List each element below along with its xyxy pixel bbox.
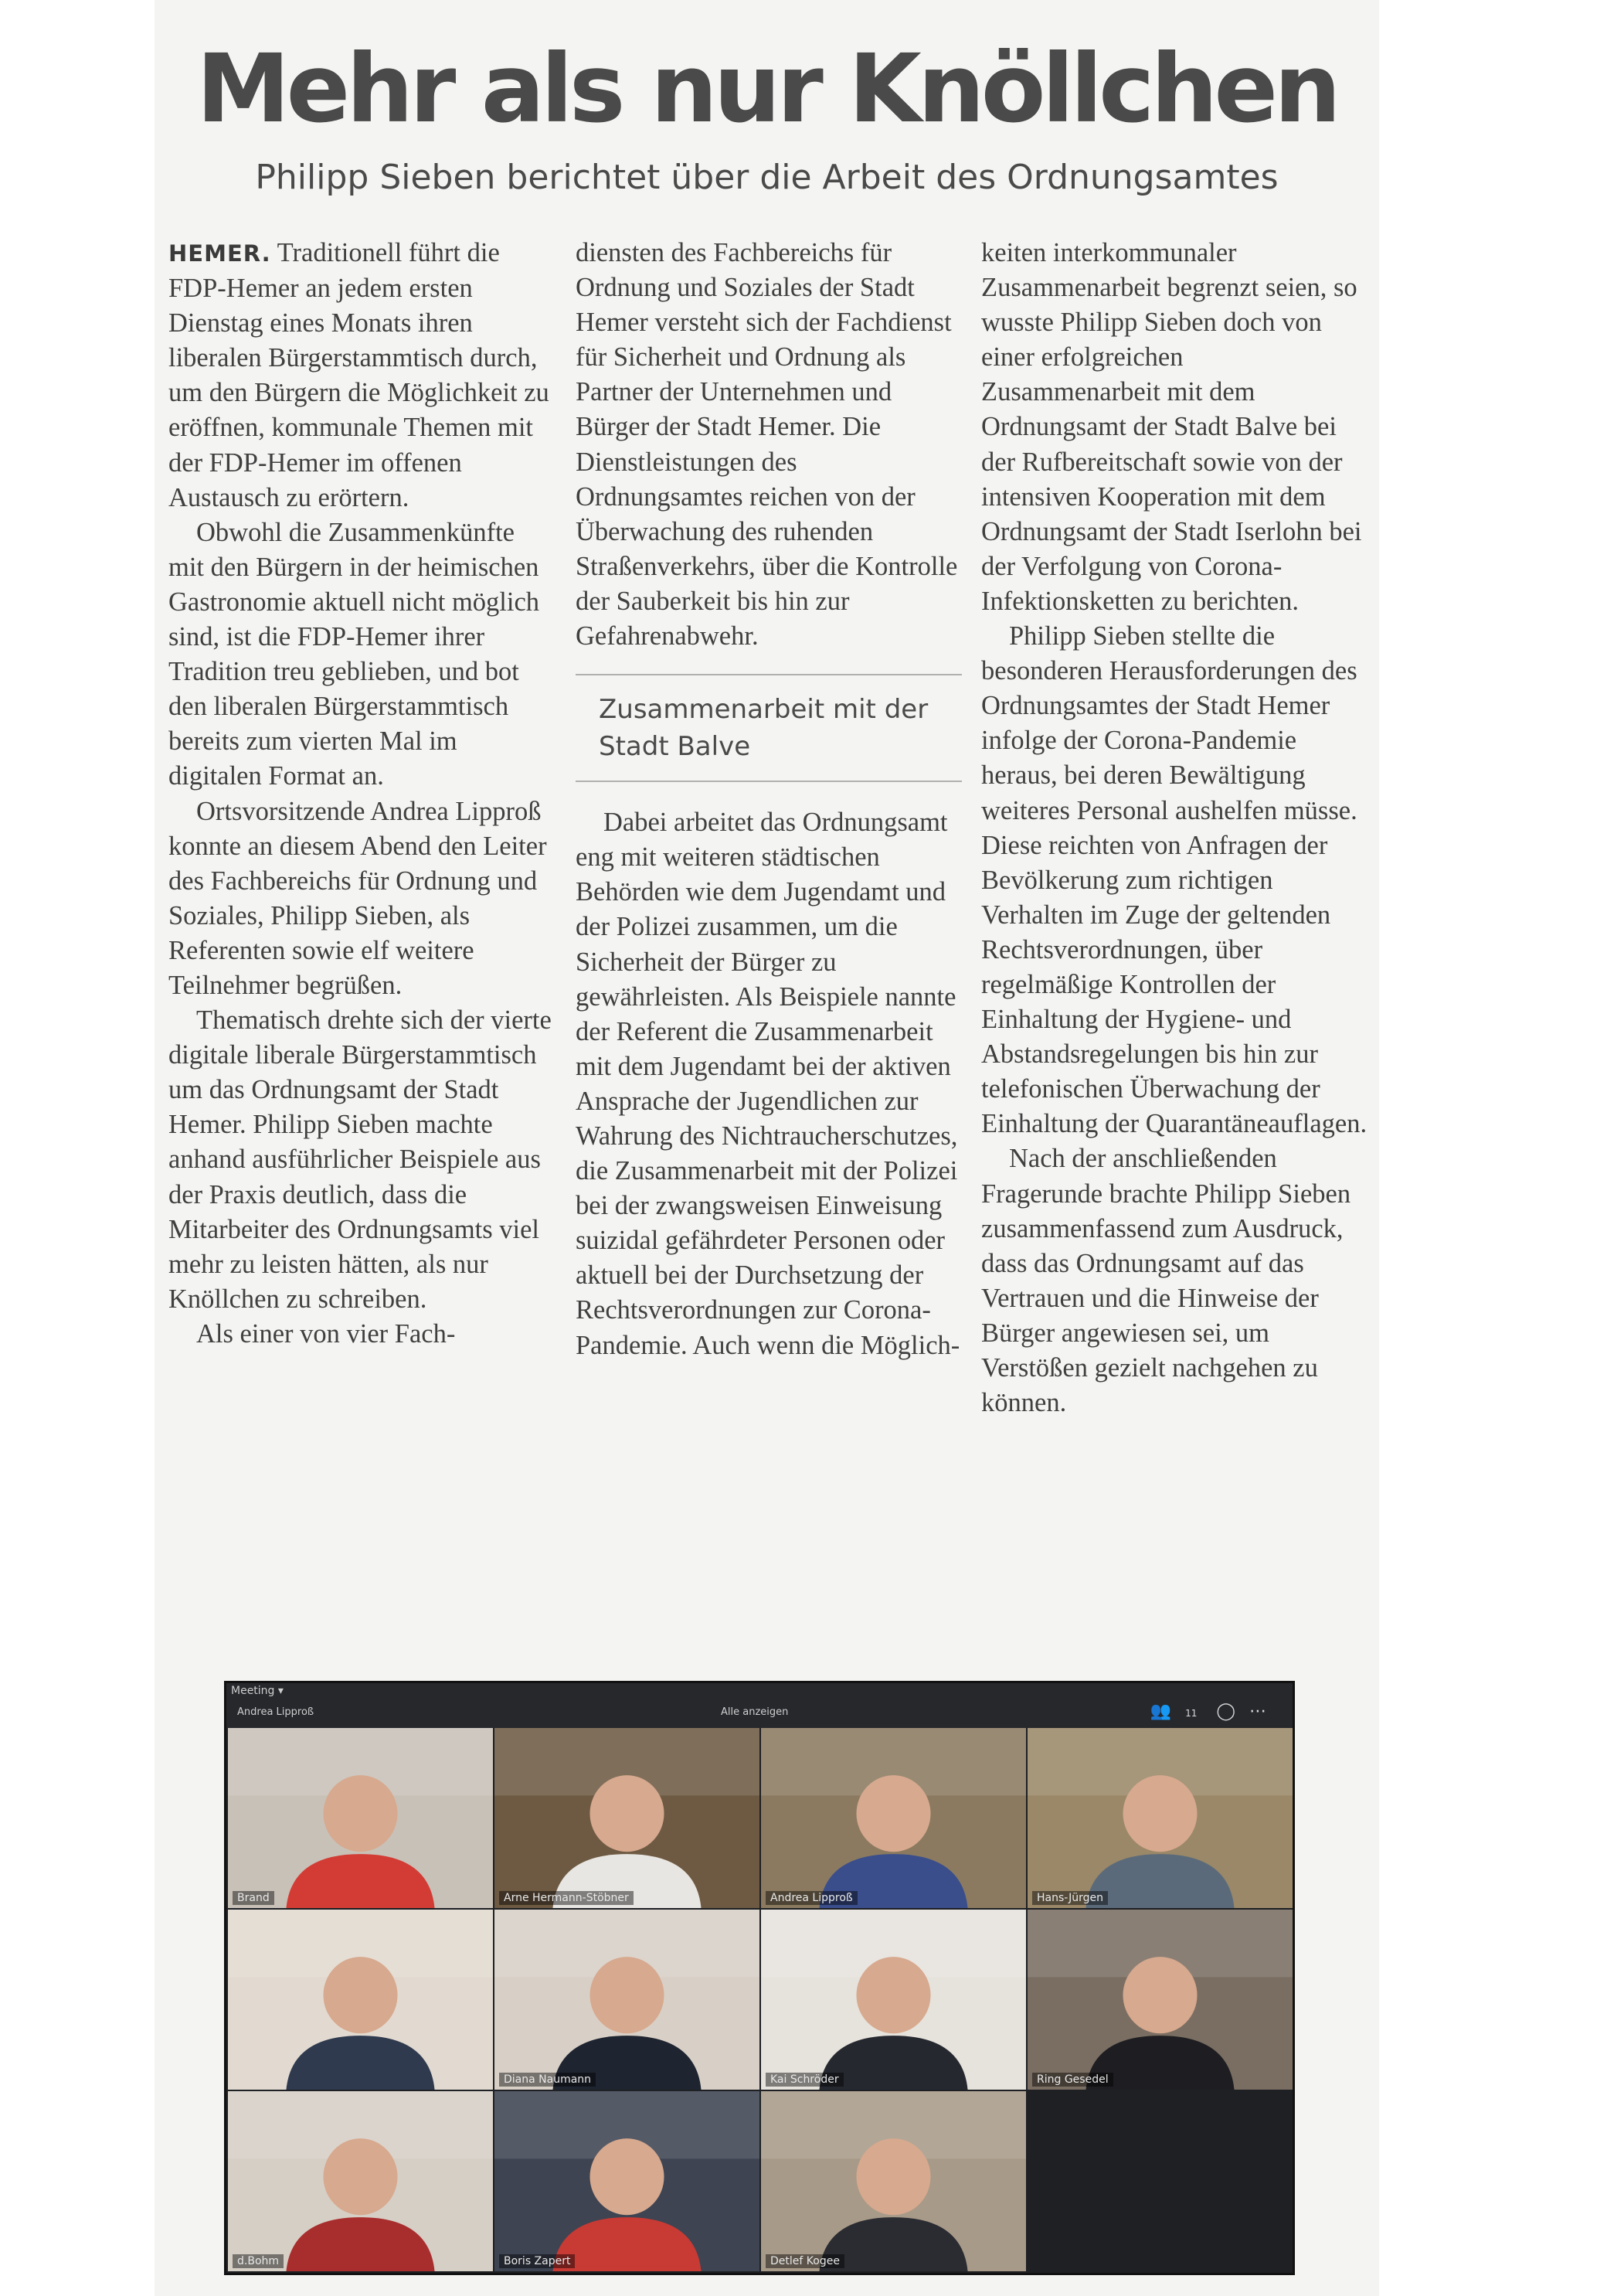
subheadline: Philipp Sieben berichtet über die Arbeit des Ordnungsamtes <box>255 158 1279 197</box>
participant-video <box>494 2091 759 2271</box>
paragraph: Dabei arbeitet das Ordnungsamt eng mit weiteren städtischen Behörden wie dem Jugendamt und der Polizei zusammen, um die Sicherheit der Bürger zu gewährleisten. Als Beispiele nannte der Referent die Zusammenarbeit mit dem Jugendamt bei der aktiven Ansprache der Jugendlichen zur Wahrung des Nichtraucherschutzes, die Zusammenarbeit mit der Polizei bei der zwangsweisen Einweisung suizidal gefährdeter Personen oder aktuell bei der Durchsetzung der Rechtsverordnungen zur Corona-Pandemie. Auch wenn die Möglich- <box>576 808 960 1360</box>
paragraph: Philipp Sieben stellte die besonderen Herausforderungen des Ordnungsamtes der Stadt Hemer infolge der Corona-Pandemie heraus, bei deren Bewältigung weiteres Personal aushelfen müsse. Diese reichten von Anfragen der Bevölkerung zum richtigen Verhalten im Zuge der geltenden Rechtsverordnungen, über regelmäßige Kontrollen der Einhaltung der Hygiene- und Abstandsregelungen bis hin zur telefonischen Überwachung der Einhaltung der Quarantäneauflagen. <box>981 621 1367 1139</box>
paragraph: Ortsvorsitzende Andrea Lipproß konnte an diesem Abend den Leiter des Fachbereichs für Ordnung und Soziales, Philipp Sieben, als Referenten sowie elf weitere Teilnehmer begrüßen. <box>168 796 547 1000</box>
participant-name: Arne Hermann-Stöbner <box>499 1891 634 1905</box>
participant-video <box>494 1910 759 2090</box>
paragraph: keiten interkommunaler Zusammenarbeit begrenzt seien, so wusste Philipp Sieben doch von einer erfolgreichen Zusammenarbeit mit dem Ordnungsamt der Stadt Balve bei der Rufbereitschaft sowie von der intensiven Kooperation mit dem Ordnungsamt der Stadt Iserlohn bei der Verfolgung von Corona-Infektionsketten zu berichten. <box>981 238 1362 616</box>
host-label: Andrea Lipproß <box>237 1706 314 1718</box>
participant-video <box>228 1910 493 2090</box>
participant-video <box>228 2091 493 2271</box>
participant-count: 11 <box>1185 1708 1198 1719</box>
paragraph: Als einer von vier Fach- <box>196 1318 456 1349</box>
paragraph: HEMER. Traditionell führt die FDP-Hemer an jedem ersten Dienstag eines Monats ihren liberalen Bürgerstammtisch durch, um den Bürgern die Möglichkeit zu eröffnen, kommunale Themen mit der FDP-Hemer im offenen Austausch zu erörtern. <box>168 238 549 512</box>
participant-name: Diana Naumann <box>499 2073 596 2087</box>
paragraph: Nach der anschließenden Fragerunde brachte Philipp Sieben zusammenfassend zum Ausdruck, dass das Ordnungsamt auf das Vertrauen und die Hinweise der Bürger angewiesen sei, um Verstößen gezielt nachgehen zu können. <box>981 1144 1351 1418</box>
chat-icon: ◯ <box>1216 1702 1249 1721</box>
participant-name: Ring Gesedel <box>1032 2073 1113 2087</box>
participant-name: Brand <box>233 1891 274 1905</box>
participant-video <box>761 1910 1026 2090</box>
participant-video <box>228 1728 493 1908</box>
participant-tile <box>228 1728 493 1908</box>
paragraph: Thematisch drehte sich der vierte digitale liberale Bürgerstammtisch um das Ordnungsamt der Stadt Hemer. Philipp Sieben machte anhand ausführlicher Beispiele aus der Praxis deutlich, dass die Mitarbeiter des Ordnungsamts viel mehr zu leisten hätten, als nur Knöllchen zu schreiben. <box>168 1005 552 1314</box>
participant-name: Hans-Jürgen <box>1032 1891 1108 1905</box>
participant-video <box>1028 1910 1293 2090</box>
participant-video <box>1028 1728 1293 1908</box>
column-1 <box>168 236 555 1352</box>
section-subhead: Zusammenarbeit mit der Stadt Balve <box>576 674 962 782</box>
participant-name: Andrea Lipproß <box>766 1891 858 1905</box>
participant-name: Detlef Kogee <box>766 2254 844 2268</box>
participant-video <box>761 2091 1026 2271</box>
participant-name: d.Bohm <box>233 2254 284 2268</box>
participant-tile <box>494 1728 759 1908</box>
video-conference-photo <box>224 1681 1295 2275</box>
meeting-label: Meeting ▾ <box>231 1685 284 1697</box>
column-2 <box>576 236 962 1363</box>
paragraph: diensten des Fachbereichs für Ordnung und Soziales der Stadt Hemer versteht sich der Fachdienst für Sicherheit und Ordnung als Partner der Unternehmen und Bürger der Stadt Hemer. Die Dienstleistungen des Ordnungsamtes reichen von der Überwachung des ruhenden Straßenverkehrs, über die Kontrolle der Sauberkeit bis hin zur Gefahrenabwehr. <box>576 238 958 651</box>
video-toolbar <box>226 1683 1293 1728</box>
participants-icon: 👥 <box>1150 1702 1186 1721</box>
participant-tile <box>494 1910 759 2090</box>
dateline: HEMER. <box>168 240 271 267</box>
participant-tile <box>1028 1910 1293 2090</box>
participant-tile <box>1028 1728 1293 1908</box>
show-all-label: Alle anzeigen <box>721 1706 789 1718</box>
headline: Mehr als nur Knöllchen <box>196 34 1337 144</box>
participant-tile <box>494 2091 759 2271</box>
participant-tile <box>761 1728 1026 1908</box>
toolbar-icons <box>1150 1702 1280 1721</box>
paragraph: Obwohl die Zusammenkünfte mit den Bürgern in der heimischen Gastronomie aktuell nicht möglich sind, ist die FDP-Hemer ihrer Tradition treu geblieben, und bot den liberalen Bürgerstammtisch bereits zum vierten Mal im digitalen Format an. <box>168 517 540 791</box>
participant-name: Kai Schröder <box>766 2073 844 2087</box>
participant-tile <box>228 1910 493 2090</box>
participant-video <box>494 1728 759 1908</box>
participant-name: Boris Zapert <box>499 2254 575 2268</box>
participant-video <box>761 1728 1026 1908</box>
participant-tile <box>228 2091 493 2271</box>
more-icon: ⋯ <box>1249 1702 1280 1721</box>
participant-tile <box>761 2091 1026 2271</box>
column-3 <box>981 236 1367 1420</box>
participant-tile <box>761 1910 1026 2090</box>
